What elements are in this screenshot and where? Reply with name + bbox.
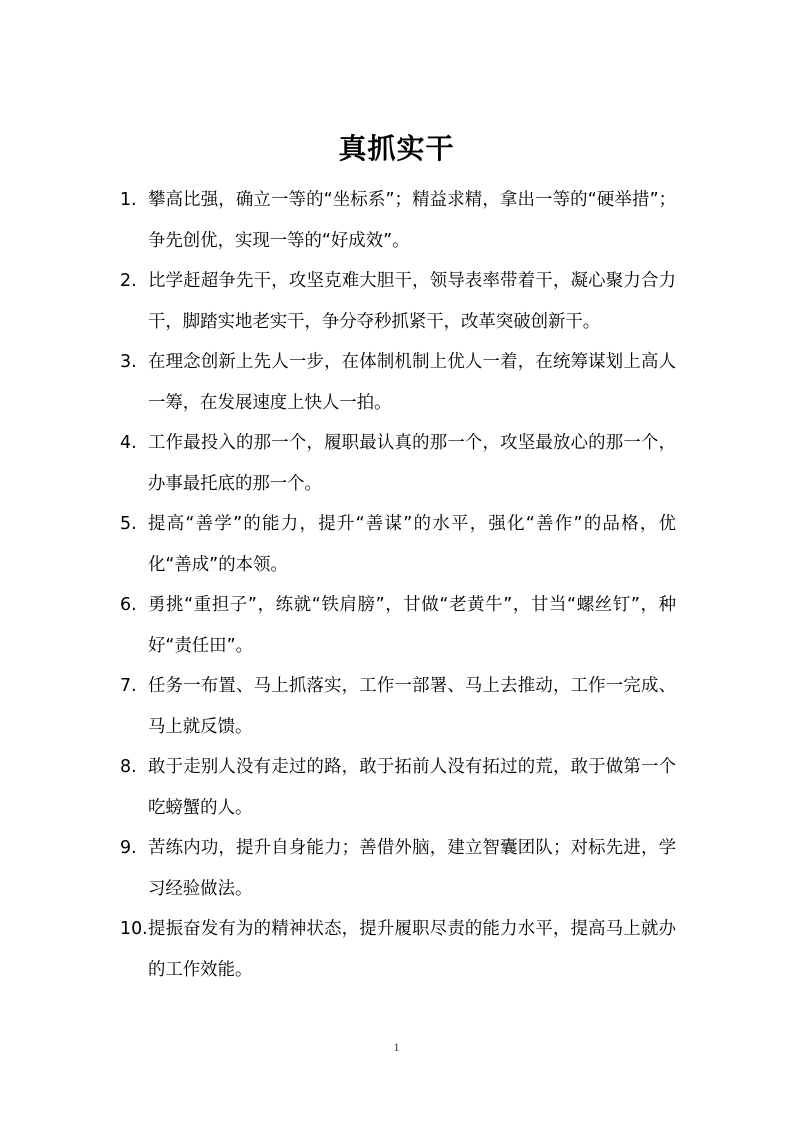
list-item <box>120 180 676 261</box>
item-text: 敢于走别人没有走过的路，敢于拓前人没有拓过的荒，敢于做第一个吃螃蟹的人。 <box>148 757 676 818</box>
list-item <box>120 828 676 909</box>
list-item <box>120 909 676 990</box>
item-number: 8. <box>120 757 137 777</box>
item-number: 9. <box>120 838 137 858</box>
list-item <box>120 666 676 747</box>
list-item <box>120 423 676 504</box>
list-item <box>120 342 676 423</box>
item-text: 攀高比强，确立一等的“坐标系”；精益求精，拿出一等的“硬举措”；争先创优，实现一等的“好成效”。 <box>148 190 676 251</box>
item-text: 在理念创新上先人一步，在体制机制上优人一着，在统筹谋划上高人一筹，在发展速度上快人一拍。 <box>148 352 676 413</box>
item-list <box>120 180 676 990</box>
item-text: 苦练内功，提升自身能力；善借外脑，建立智囊团队；对标先进，学习经验做法。 <box>148 838 676 899</box>
item-text: 勇挑“重担子”，练就“铁肩膀”，甘做“老黄牛”，甘当“螺丝钉”，种好“责任田”。 <box>148 595 676 656</box>
page-number: 1 <box>393 1040 400 1054</box>
item-number: 1. <box>120 190 137 210</box>
item-number: 10. <box>120 919 148 939</box>
item-text: 提高“善学”的能力，提升“善谋”的水平，强化“善作”的品格，优化“善成”的本领。 <box>148 514 676 575</box>
item-text: 比学赶超争先干，攻坚克难大胆干，领导表率带着干，凝心聚力合力干，脚踏实地老实干，争分夺秒抓紧干，改革突破创新干。 <box>148 271 676 332</box>
list-item <box>120 585 676 666</box>
item-number: 3. <box>120 352 137 372</box>
item-text: 工作最投入的那一个，履职最认真的那一个，攻坚最放心的那一个，办事最托底的那一个。 <box>148 433 676 494</box>
page-title: 真抓实干 <box>338 131 455 165</box>
list-item <box>120 504 676 585</box>
item-number: 4. <box>120 433 137 453</box>
list-item <box>120 747 676 828</box>
item-number: 2. <box>120 271 137 291</box>
item-text: 任务一布置、马上抓落实，工作一部署、马上去推动，工作一完成、马上就反馈。 <box>148 676 676 737</box>
item-text: 提振奋发有为的精神状态，提升履职尽责的能力水平，提高马上就办的工作效能。 <box>148 919 676 980</box>
item-number: 7. <box>120 676 137 696</box>
list-item <box>120 261 676 342</box>
item-number: 6. <box>120 595 137 615</box>
item-number: 5. <box>120 514 137 534</box>
